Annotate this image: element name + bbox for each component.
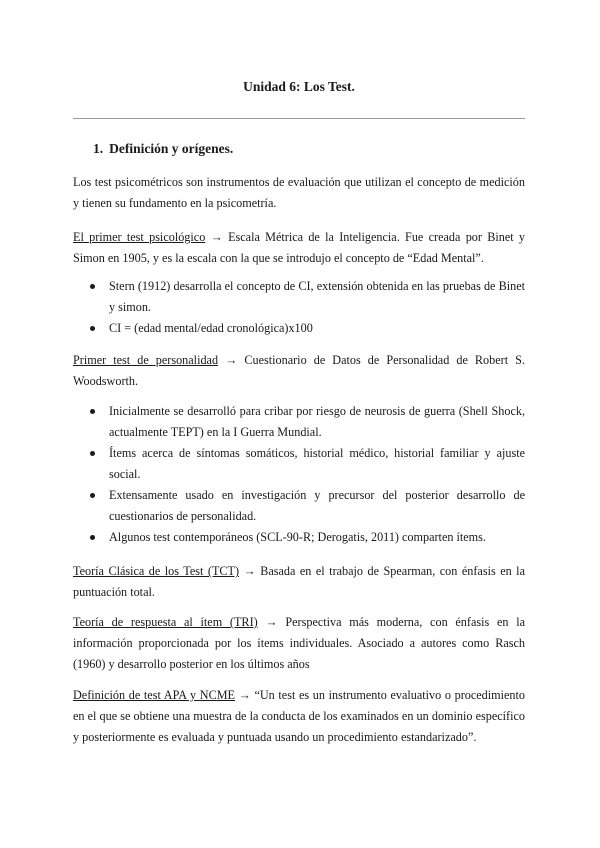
section-heading	[93, 138, 233, 159]
personality-test-term: Primer test de personalidad	[73, 353, 219, 367]
tri-term: Teoría de respuesta al ítem (TRI)	[73, 615, 258, 629]
list-item: CI = (edad mental/edad cronológica)x100	[73, 318, 525, 339]
first-test-bullets	[73, 276, 525, 339]
page-title: Unidad 6: Los Test.	[243, 79, 355, 94]
title-divider	[73, 118, 525, 119]
arrow-glyph: →	[234, 688, 255, 702]
apa-term: Definición de test APA y NCME	[73, 688, 235, 702]
first-test-paragraph	[73, 227, 525, 269]
list-item: Extensamente usado en investigación y precursor del posterior desarrollo de cuestionarios de personalidad.	[73, 485, 525, 527]
list-item: Inicialmente se desarrolló para cribar por riesgo de neurosis de guerra (Shell Shock, actualmente TEPT) en la I Guerra Mundial.	[73, 401, 525, 443]
arrow-glyph: →	[257, 615, 286, 629]
tct-paragraph	[73, 561, 525, 603]
list-item: Algunos test contemporáneos (SCL-90-R; Derogatis, 2011) comparten ítems.	[73, 527, 525, 548]
arrow-glyph: →	[239, 564, 261, 578]
arrow-glyph: →	[218, 353, 245, 367]
tct-text: Basada en el trabajo de Spearman, con énfasis en la puntuación total.	[73, 564, 525, 599]
personality-test-text: Cuestionario de Datos de Personalidad de Robert S. Woodsworth.	[73, 353, 525, 388]
apa-paragraph	[73, 685, 525, 748]
intro-paragraph: Los test psicométricos son instrumentos de evaluación que utilizan el concepto de medición y tienen su fundamento en la psicometría.	[73, 175, 525, 210]
personality-test-paragraph	[73, 350, 525, 392]
section-number: 1.	[93, 141, 104, 156]
tri-text: Perspectiva más moderna, con énfasis en la información proporcionada por los ítems individuales. Asociado a autores como Rasch (1960) y desarrollo posterior en los últimos años	[73, 615, 526, 671]
tri-paragraph	[73, 612, 525, 675]
first-test-text: Escala Métrica de la Inteligencia. Fue creada por Binet y Simon en 1905, y es la escala con la que se introdujo el concepto de “Edad Mental”.	[73, 230, 526, 265]
list-item: Stern (1912) desarrolla el concepto de CI, extensión obtenida en las pruebas de Binet y simon.	[73, 276, 525, 318]
list-item: Ítems acerca de síntomas somáticos, historial médico, historial familiar y ajuste social.	[73, 443, 525, 485]
personality-test-bullets	[73, 401, 525, 548]
section-title: Definición y orígenes.	[109, 141, 234, 156]
arrow-glyph: →	[205, 230, 229, 244]
first-test-term: El primer test psicológico	[73, 230, 206, 244]
apa-text: “Un test es un instrumento evaluativo o procedimiento en el que se obtiene una muestra de la conducta de los examinados en un dominio específico y posteriormente es evaluada y puntuada usando un procedimiento estandarizado”.	[73, 688, 526, 744]
tct-term: Teoría Clásica de los Test (TCT)	[73, 564, 240, 578]
